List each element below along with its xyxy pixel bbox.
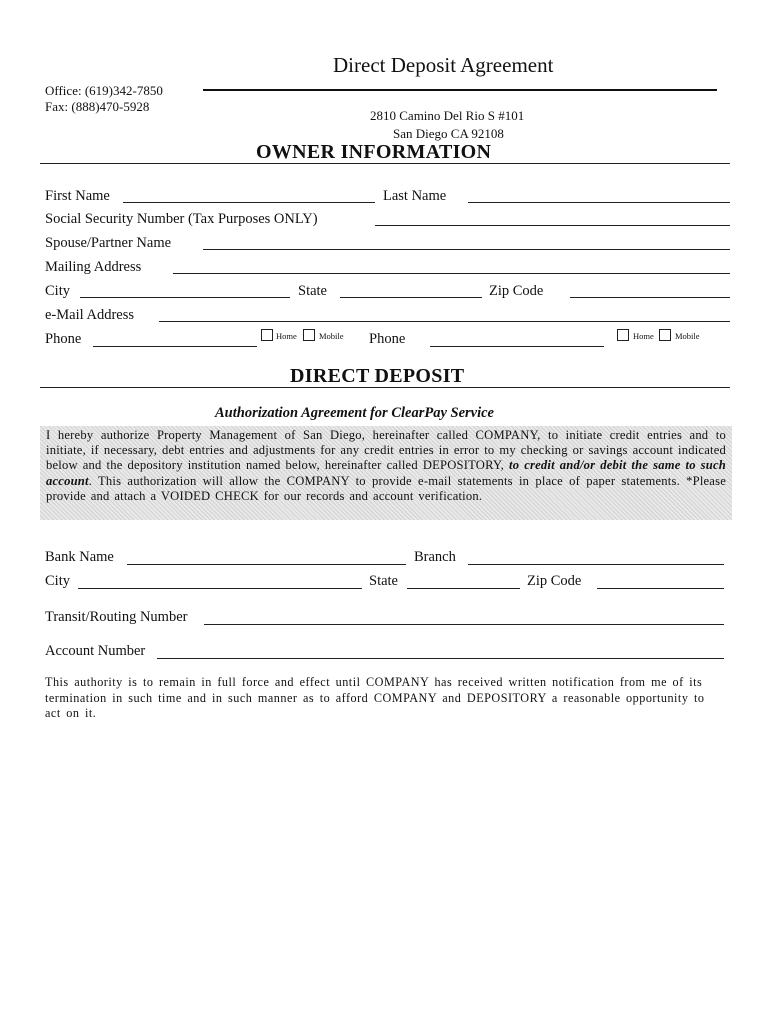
phone-2-label: Phone bbox=[369, 331, 406, 347]
authorization-text-part-1: I hereby authorize Property Management of San Diego, hereinafter called COMPANY, to initiate credit entries and to initiate, if necessary, debt entries and adjustments for any credit entries in error to my checking or savings account indicated below and the depository institution named below, hereinafter called DEPOSITORY, bbox=[46, 428, 726, 473]
zip-code-label: Zip Code bbox=[489, 283, 544, 299]
bank-name-field[interactable] bbox=[127, 564, 406, 565]
owner-information-heading: OWNER INFORMATION bbox=[256, 141, 492, 163]
document-title: Direct Deposit Agreement bbox=[333, 53, 554, 77]
phone-2-mobile-checkbox[interactable] bbox=[659, 329, 671, 341]
phone-2-home-label: Home bbox=[633, 331, 654, 341]
authorization-text-part-2: . This authorization will allow the COMPANY to provide e-mail statements in place of paper statements. *Please provide and attach a VOIDED CHECK for our records and account verification. bbox=[46, 473, 726, 503]
branch-label: Branch bbox=[414, 549, 456, 565]
account-number-field[interactable] bbox=[157, 658, 724, 659]
phone-1-home-checkbox[interactable] bbox=[261, 329, 273, 341]
address-line-1: 2810 Camino Del Rio S #101 bbox=[370, 108, 525, 123]
direct-deposit-heading: DIRECT DEPOSIT bbox=[290, 365, 465, 387]
bank-state-field[interactable] bbox=[407, 588, 520, 589]
ssn-label: Social Security Number (Tax Purposes ONLY) bbox=[45, 211, 318, 227]
spouse-name-label: Spouse/Partner Name bbox=[45, 235, 172, 251]
spouse-name-field[interactable] bbox=[203, 249, 730, 250]
fax-number: Fax: (888)470-5928 bbox=[45, 99, 150, 114]
office-phone: Office: (619)342-7850 bbox=[45, 83, 163, 98]
owner-heading-rule bbox=[40, 163, 730, 164]
last-name-field[interactable] bbox=[468, 202, 730, 203]
routing-number-field[interactable] bbox=[204, 624, 724, 625]
bank-state-label: State bbox=[369, 573, 398, 589]
closing-statement: This authority is to remain in full force and effect until COMPANY has received written notification from me of its termination in such time and in such manner as to afford COMPANY and DEPOSITORY a reasonable opportunity to act on it. bbox=[45, 675, 705, 720]
bank-city-label: City bbox=[45, 573, 70, 589]
first-name-label: First Name bbox=[45, 188, 110, 204]
branch-field[interactable] bbox=[468, 564, 724, 565]
bank-zip-code-label: Zip Code bbox=[527, 573, 582, 589]
bank-zip-code-field[interactable] bbox=[597, 588, 724, 589]
city-field[interactable] bbox=[80, 297, 290, 298]
email-field[interactable] bbox=[159, 321, 730, 322]
authorization-text-emphasis: to credit and/or debit the same to such account bbox=[46, 458, 726, 488]
phone-1-mobile-label: Mobile bbox=[319, 331, 344, 341]
authorization-heading: Authorization Agreement for ClearPay Service bbox=[215, 405, 494, 421]
bank-city-field[interactable] bbox=[78, 588, 362, 589]
phone-1-label: Phone bbox=[45, 331, 82, 347]
address-line-2: San Diego CA 92108 bbox=[393, 126, 504, 141]
title-rule bbox=[203, 89, 717, 91]
phone-2-home-checkbox[interactable] bbox=[617, 329, 629, 341]
phone-2-mobile-label: Mobile bbox=[675, 331, 700, 341]
authorization-text bbox=[46, 428, 726, 504]
account-number-label: Account Number bbox=[45, 643, 146, 659]
last-name-label: Last Name bbox=[383, 188, 447, 204]
direct-deposit-heading-rule bbox=[40, 387, 730, 388]
city-label: City bbox=[45, 283, 70, 299]
email-label: e-Mail Address bbox=[45, 307, 134, 323]
authorization-box bbox=[40, 426, 732, 520]
state-label: State bbox=[298, 283, 327, 299]
bank-name-label: Bank Name bbox=[45, 549, 114, 565]
first-name-field[interactable] bbox=[123, 202, 375, 203]
state-field[interactable] bbox=[340, 297, 482, 298]
phone-1-field[interactable] bbox=[93, 346, 257, 347]
routing-number-label: Transit/Routing Number bbox=[45, 609, 188, 625]
zip-code-field[interactable] bbox=[570, 297, 730, 298]
ssn-field[interactable] bbox=[375, 225, 730, 226]
phone-2-field[interactable] bbox=[430, 346, 604, 347]
mailing-address-field[interactable] bbox=[173, 273, 730, 274]
phone-1-mobile-checkbox[interactable] bbox=[303, 329, 315, 341]
phone-1-home-label: Home bbox=[276, 331, 297, 341]
mailing-address-label: Mailing Address bbox=[45, 259, 142, 275]
